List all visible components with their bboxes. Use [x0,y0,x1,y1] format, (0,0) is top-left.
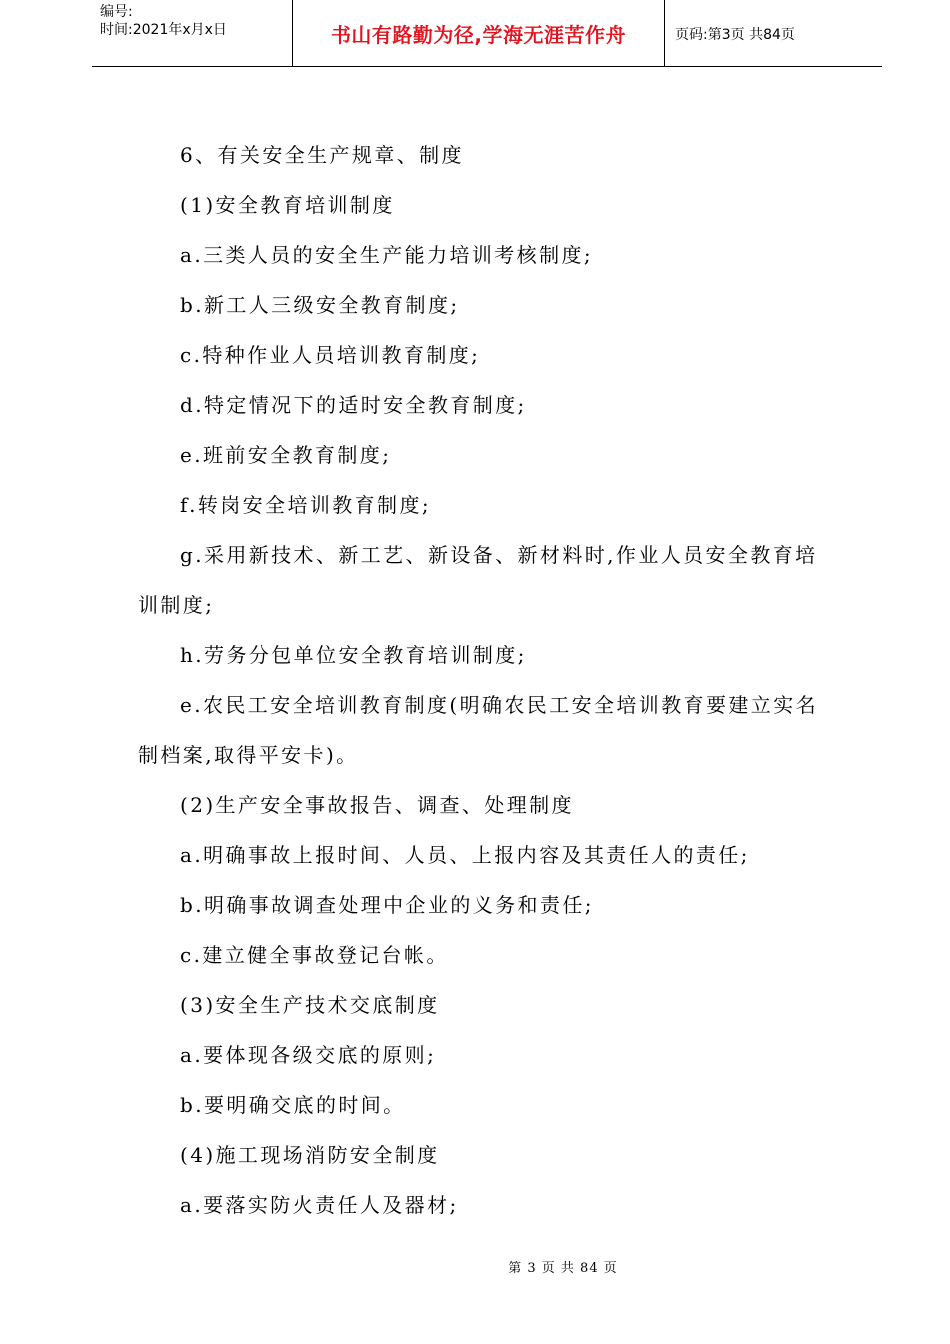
text-line: a.要落实防火责任人及器材; [180,1193,459,1217]
text-line: b.明确事故调查处理中企业的义务和责任; [180,893,594,917]
header-page-info: 页码:第3页 共84页 [675,26,795,43]
text-line: 训制度; [138,593,215,617]
text-line: f.转岗安全培训教育制度; [180,493,431,517]
text-line: a.要体现各级交底的原则; [180,1043,437,1067]
text-line: a.明确事故上报时间、人员、上报内容及其责任人的责任; [180,843,750,867]
text-line: (1)安全教育培训制度 [180,193,395,217]
text-line: b.新工人三级安全教育制度; [180,293,460,317]
text-line: h.劳务分包单位安全教育培训制度; [180,643,527,667]
header-motto: 书山有路勤为径,学海无涯苦作舟 [330,23,627,47]
page-footer [0,1257,950,1276]
header-motto-cell [293,0,665,67]
text-line: b.要明确交底的时间。 [180,1093,406,1117]
text-line: a.三类人员的安全生产能力培训考核制度; [180,243,594,267]
text-line: e.班前安全教育制度; [180,443,392,467]
date-label: 时间:2021年x月x日 [100,22,227,38]
text-line: e.农民工安全培训教育制度(明确农民工安全培训教育要建立实名 [180,693,818,717]
text-line: d.特定情况下的适时安全教育制度; [180,393,527,417]
text-line: c.特种作业人员培训教育制度; [180,343,481,367]
serial-number-label: 编号: [100,4,133,20]
text-line: c.建立健全事故登记台帐。 [180,943,449,967]
document-header [92,0,882,67]
footer-page-number: 第 3 页 共 84 页 [508,1261,618,1276]
text-line: 6、有关安全生产规章、制度 [180,143,464,167]
document-body [138,130,838,1230]
header-meta-cell [92,0,293,67]
text-line: (4)施工现场消防安全制度 [180,1143,440,1167]
text-line: (3)安全生产技术交底制度 [180,993,440,1017]
text-line: (2)生产安全事故报告、调查、处理制度 [180,793,574,817]
header-page-cell [665,0,882,67]
text-line: 制档案,取得平安卡)。 [138,743,359,767]
text-line: g.采用新技术、新工艺、新设备、新材料时,作业人员安全教育培 [180,543,818,567]
